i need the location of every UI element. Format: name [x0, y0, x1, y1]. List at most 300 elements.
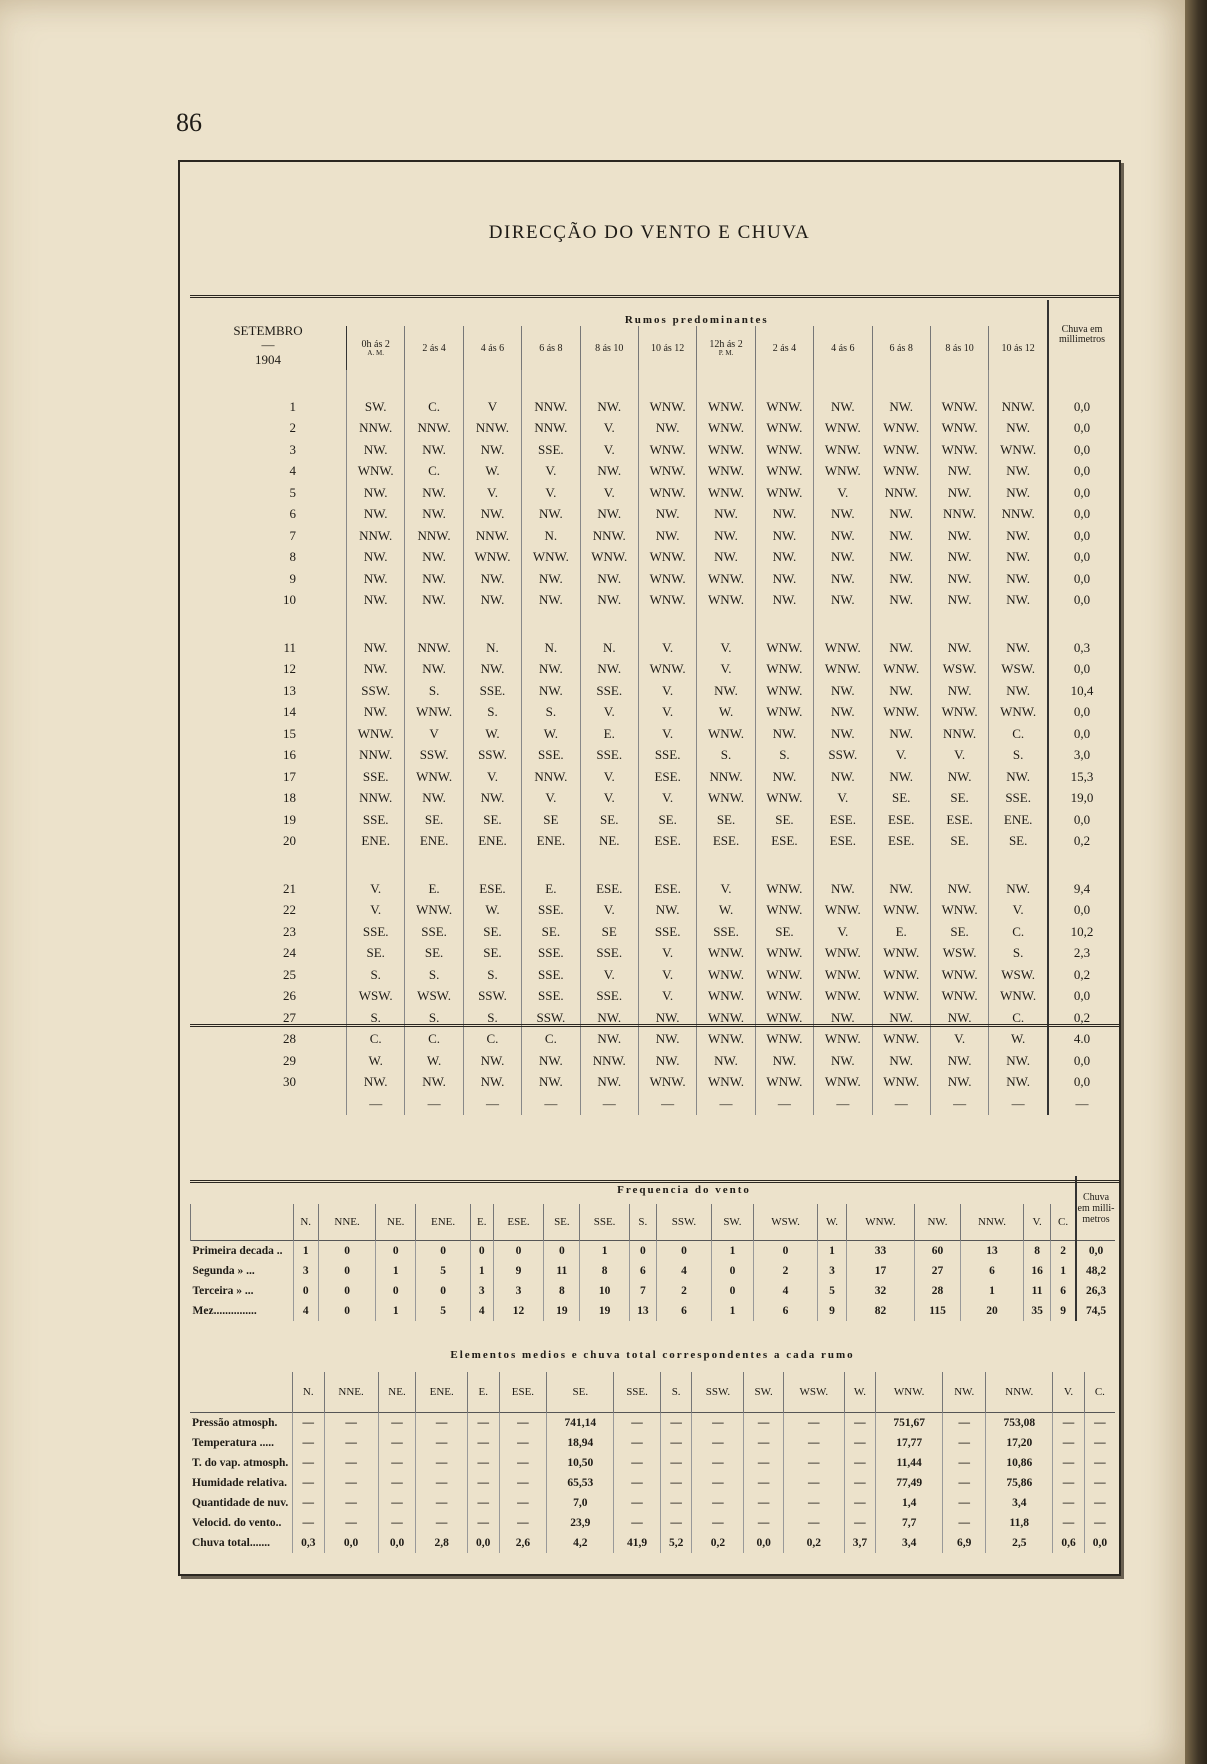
wind-direction-cell: WNW. [814, 986, 872, 1008]
wind-direction-cell: E. [405, 878, 463, 900]
day-number: 27 [283, 1009, 296, 1025]
frequency-cell: 1 [712, 1241, 754, 1262]
day-number: 12 [283, 661, 296, 677]
wind-direction-cell: WNW. [638, 568, 696, 590]
wind-direction-cell: C. [347, 1029, 405, 1051]
element-value-cell: — [293, 1493, 325, 1513]
direction-column-header: ESE. [499, 1372, 547, 1413]
table-row [190, 964, 1115, 986]
wind-direction-cell: S. [347, 964, 405, 986]
element-value-cell: — [416, 1493, 468, 1513]
table-row [190, 396, 1115, 418]
wind-direction-cell: WNW. [872, 943, 930, 965]
wind-direction-cell: NW. [755, 1050, 813, 1072]
element-value-cell: 10,86 [986, 1453, 1053, 1473]
direction-column-header: SW. [744, 1372, 783, 1413]
wind-direction-cell: V. [814, 788, 872, 810]
wind-direction-cell: WNW. [755, 637, 813, 659]
wind-direction-cell: SSW. [463, 745, 521, 767]
frequency-cell: 0 [416, 1281, 471, 1301]
element-value-cell: — [1053, 1453, 1085, 1473]
element-value-cell: — [499, 1433, 547, 1453]
wind-direction-cell: SE [522, 809, 580, 831]
wind-direction-cell: V. [580, 439, 638, 461]
wind-direction-cell: NW. [405, 590, 463, 612]
wind-direction-cell: NW. [989, 525, 1048, 547]
wind-direction-cell: V [463, 396, 521, 418]
direction-column-header: NNW. [986, 1372, 1053, 1413]
frequency-cell: 8 [544, 1281, 580, 1301]
element-value-cell: — [844, 1513, 876, 1533]
wind-direction-cell: WNW. [814, 439, 872, 461]
wind-direction-cell: N. [463, 637, 521, 659]
time-column-header [755, 326, 813, 370]
rain-cell: 10,2 [1048, 921, 1115, 943]
frequency-cell: 82 [846, 1301, 914, 1321]
wind-direction-cell: W. [697, 702, 755, 724]
element-value-cell: — [293, 1413, 325, 1434]
wind-direction-cell: SE. [522, 921, 580, 943]
day-number: 2 [289, 420, 296, 436]
wind-direction-cell: E. [580, 723, 638, 745]
rain-cell: 0,2 [1048, 831, 1115, 853]
frequency-cell: 0 [416, 1241, 471, 1262]
wind-direction-cell: NW. [638, 900, 696, 922]
decade-spacer [190, 370, 1115, 396]
wind-direction-cell: SSE. [347, 809, 405, 831]
element-value-cell: — [1053, 1433, 1085, 1453]
day-number: 17 [283, 768, 296, 784]
wind-direction-cell: WNW. [872, 461, 930, 483]
wind-direction-cell: NW. [872, 680, 930, 702]
element-value-cell: — [943, 1473, 986, 1493]
element-value-cell: 0,2 [783, 1533, 844, 1553]
wind-direction-cell: NW. [347, 659, 405, 681]
wind-direction-cell: NW. [930, 1050, 988, 1072]
wind-direction-cell: WNW. [697, 964, 755, 986]
rain-cell: 0,2 [1048, 1007, 1115, 1029]
wind-direction-cell: NW. [522, 1050, 580, 1072]
wind-frequency-table [190, 1176, 1115, 1321]
table-row [191, 1241, 1116, 1262]
wind-direction-cell: NW. [580, 396, 638, 418]
day-number: 8 [289, 549, 296, 565]
wind-direction-cell: NW. [989, 482, 1048, 504]
wind-direction-cell: NW. [989, 1072, 1048, 1094]
row-label: Humidade relativa. [192, 1477, 287, 1489]
day-number: 26 [283, 988, 296, 1004]
frequency-cell: 3 [493, 1281, 544, 1301]
day-number: 30 [283, 1074, 296, 1090]
wind-direction-cell: WNW. [697, 568, 755, 590]
element-value-cell: — [783, 1413, 844, 1434]
table-row [190, 482, 1115, 504]
element-value-cell: — [293, 1513, 325, 1533]
day-number: 1 [289, 398, 296, 414]
table-row [190, 788, 1115, 810]
wind-direction-cell: NW. [872, 1007, 930, 1029]
table-row [190, 943, 1115, 965]
direction-column-header: NNE. [318, 1204, 375, 1241]
day-number: 18 [283, 790, 296, 806]
wind-direction-cell: SE. [930, 921, 988, 943]
time-period-label: A. M. [367, 348, 384, 357]
frequency-cell: 9 [493, 1261, 544, 1281]
wind-direction-cell: ESE. [580, 878, 638, 900]
rain-cell: 0,0 [1048, 482, 1115, 504]
frequency-cell: 3 [470, 1281, 493, 1301]
wind-direction-cell: WNW. [989, 986, 1048, 1008]
frequency-cell: 8 [1024, 1241, 1051, 1262]
rain-cell: 48,2 [1076, 1261, 1115, 1281]
wind-direction-cell: WNW. [814, 900, 872, 922]
wind-direction-cell: NNW. [930, 723, 988, 745]
frequency-cell: 5 [416, 1261, 471, 1281]
wind-direction-cell: WNW. [697, 461, 755, 483]
wind-direction-cell: NW. [638, 504, 696, 526]
wind-direction-cell: V. [638, 680, 696, 702]
dash-cell: — [1048, 1093, 1115, 1115]
direction-column-header: WNW. [846, 1204, 914, 1241]
direction-column-header: NNW. [960, 1204, 1023, 1241]
time-range-label: 8 ás 10 [945, 342, 974, 354]
element-value-cell: — [378, 1493, 416, 1513]
wind-direction-cell: NW. [930, 482, 988, 504]
elements-header: Elementos medios e chuva total correspondentes a cada rumo [450, 1349, 855, 1361]
time-range-label: 12h ás 2 [709, 338, 743, 350]
wind-direction-cell: NW. [697, 504, 755, 526]
month-header [190, 300, 347, 370]
frequency-cell: 0 [318, 1261, 375, 1281]
wind-direction-cell: NNW. [463, 418, 521, 440]
element-value-cell: — [416, 1473, 468, 1493]
frequency-cell: 0 [318, 1281, 375, 1301]
wind-direction-cell: ENE. [347, 831, 405, 853]
time-range-label: 2 ás 4 [422, 342, 446, 354]
wind-direction-cell: NNW. [522, 418, 580, 440]
direction-column-header: NE. [376, 1204, 416, 1241]
element-value-cell: — [1053, 1493, 1085, 1513]
wind-direction-cell: W. [463, 461, 521, 483]
frequency-cell: 27 [915, 1261, 961, 1281]
wind-direction-cell: ESE. [930, 809, 988, 831]
wind-direction-cell: SSE. [989, 788, 1048, 810]
direction-column-header: SSE. [614, 1372, 661, 1413]
element-value-cell: — [660, 1433, 692, 1453]
table-row [190, 637, 1115, 659]
wind-direction-cell: SSE. [522, 439, 580, 461]
elements-table [190, 1338, 1115, 1553]
rain-cell: 0,0 [1048, 900, 1115, 922]
frequency-cell: 6 [629, 1261, 656, 1281]
rain-cell: 0,0 [1048, 1072, 1115, 1094]
dash-cell: — [814, 1093, 872, 1115]
rain-cell: 0,0 [1048, 525, 1115, 547]
element-value-cell: 0,0 [1084, 1533, 1115, 1553]
table-row [190, 1413, 1115, 1434]
frequency-cell: 35 [1024, 1301, 1051, 1321]
row-label: Quantidade de nuv. [192, 1497, 289, 1509]
wind-direction-cell: NW. [930, 568, 988, 590]
wind-direction-cell: NW. [522, 1072, 580, 1094]
wind-direction-cell: WNW. [755, 461, 813, 483]
wind-direction-cell: WNW. [814, 659, 872, 681]
wind-direction-cell: NW. [522, 568, 580, 590]
wind-direction-cell: SSE. [522, 900, 580, 922]
day-number: 21 [283, 880, 296, 896]
wind-direction-cell: WNW. [697, 1072, 755, 1094]
wind-direction-cell: WNW. [872, 986, 930, 1008]
wind-direction-cell: SSE. [697, 921, 755, 943]
wind-direction-cell: WNW. [755, 964, 813, 986]
table-row [190, 1513, 1115, 1533]
wind-direction-cell: WNW. [872, 1029, 930, 1051]
wind-direction-cell: S. [463, 702, 521, 724]
rain-cell: 0,3 [1048, 637, 1115, 659]
wind-direction-cell: V. [989, 900, 1048, 922]
wind-direction-cell: V. [347, 878, 405, 900]
wind-direction-cell: WNW. [697, 590, 755, 612]
frequency-cell: 0 [753, 1241, 817, 1262]
element-value-cell: — [614, 1473, 661, 1493]
frequency-cell: 19 [580, 1301, 629, 1321]
wind-direction-cell: WNW. [755, 482, 813, 504]
day-number: 15 [283, 725, 296, 741]
element-value-cell: 0,0 [744, 1533, 783, 1553]
time-column-header [522, 326, 580, 370]
wind-direction-cell: W. [522, 723, 580, 745]
wind-direction-cell: NW. [697, 547, 755, 569]
wind-direction-cell: V [405, 723, 463, 745]
wind-direction-cell: NNW. [989, 504, 1048, 526]
element-value-cell: 2,5 [986, 1533, 1053, 1553]
wind-direction-cell: V. [580, 702, 638, 724]
element-value-cell: 0,3 [293, 1533, 325, 1553]
wind-direction-cell: NW. [872, 568, 930, 590]
frequency-cell: 115 [915, 1301, 961, 1321]
wind-direction-cell: SSE. [580, 745, 638, 767]
direction-column-header: E. [470, 1204, 493, 1241]
wind-direction-cell: WSW. [347, 986, 405, 1008]
day-number: 23 [283, 923, 296, 939]
element-value-cell: 0,0 [378, 1533, 416, 1553]
time-range-label: 8 ás 10 [595, 342, 624, 354]
direction-column-header: V. [1053, 1372, 1085, 1413]
direction-column-header: W. [818, 1204, 847, 1241]
frequency-cell: 0 [376, 1281, 416, 1301]
wind-direction-cell: NW. [872, 590, 930, 612]
table-row [190, 702, 1115, 724]
frequency-cell: 13 [960, 1241, 1023, 1262]
wind-direction-cell: NW. [989, 547, 1048, 569]
wind-direction-cell: NW. [814, 590, 872, 612]
element-value-cell: — [499, 1473, 547, 1493]
element-value-cell: 17,77 [876, 1433, 943, 1453]
wind-direction-cell: WNW. [872, 964, 930, 986]
wind-direction-cell: NW. [638, 1029, 696, 1051]
direction-column-header: SSW. [656, 1204, 711, 1241]
wind-direction-cell: NW. [989, 418, 1048, 440]
wind-direction-cell: WNW. [872, 418, 930, 440]
frequency-cell: 19 [544, 1301, 580, 1321]
wind-direction-cell: WNW. [755, 1029, 813, 1051]
rain-cell: 26,3 [1076, 1281, 1115, 1301]
day-number: 22 [283, 902, 296, 918]
direction-column-header: NNE. [324, 1372, 378, 1413]
element-value-cell: — [293, 1433, 325, 1453]
wind-direction-cell: NW. [405, 439, 463, 461]
wind-direction-cell: WNW. [872, 702, 930, 724]
table-row [190, 568, 1115, 590]
table-row [190, 1533, 1115, 1553]
day-number: 11 [283, 639, 296, 655]
direction-column-header: V. [1024, 1204, 1051, 1241]
element-value-cell: — [467, 1513, 499, 1533]
frequency-cell: 5 [416, 1301, 471, 1321]
freq-end-rule [190, 1180, 1119, 1183]
wind-direction-cell: V. [638, 788, 696, 810]
wind-direction-cell: NW. [755, 723, 813, 745]
table-row [190, 745, 1115, 767]
wind-direction-cell: SW. [347, 396, 405, 418]
wind-direction-cell: NW. [463, 1050, 521, 1072]
wind-direction-cell: ESE. [638, 766, 696, 788]
wind-direction-cell: WNW. [697, 723, 755, 745]
frequency-cell: 0 [712, 1281, 754, 1301]
wind-direction-cell: NNW. [522, 396, 580, 418]
wind-direction-cell: NW. [522, 590, 580, 612]
wind-direction-cell: WNW. [697, 1007, 755, 1029]
table-row [190, 1072, 1115, 1094]
element-value-cell: 23,9 [547, 1513, 614, 1533]
wind-direction-cell: WNW. [989, 702, 1048, 724]
rain-cell: 0,0 [1048, 590, 1115, 612]
time-column-header [463, 326, 521, 370]
wind-direction-cell: NNW. [580, 525, 638, 547]
wind-direction-cell: WNW. [697, 418, 755, 440]
table-row [190, 659, 1115, 681]
day-number: 19 [283, 811, 296, 827]
wind-direction-cell: V. [522, 482, 580, 504]
wind-direction-cell: N. [522, 525, 580, 547]
wind-direction-cell: SSE. [522, 943, 580, 965]
rain-cell: 3,0 [1048, 745, 1115, 767]
wind-direction-cell: WNW. [755, 943, 813, 965]
wind-direction-cell: NW. [638, 1007, 696, 1029]
wind-direction-cell: NW. [580, 1029, 638, 1051]
frequency-cell: 60 [915, 1241, 961, 1262]
element-value-cell: — [293, 1473, 325, 1493]
element-value-cell: — [614, 1453, 661, 1473]
wind-direction-cell: NNW. [463, 525, 521, 547]
wind-direction-cell: SE. [405, 943, 463, 965]
wind-direction-cell: W. [697, 900, 755, 922]
day-number: 28 [283, 1031, 296, 1047]
day-number: 10 [283, 592, 296, 608]
wind-direction-cell: NW. [347, 482, 405, 504]
wind-direction-cell: NW. [814, 680, 872, 702]
element-value-cell: 3,4 [986, 1493, 1053, 1513]
wind-direction-cell: SSW. [405, 745, 463, 767]
wind-direction-cell: NW. [522, 659, 580, 681]
wind-direction-cell: ESE. [638, 878, 696, 900]
direction-column-header: N. [293, 1372, 325, 1413]
frequency-cell: 3 [818, 1261, 847, 1281]
wind-direction-cell: NNW. [405, 418, 463, 440]
wind-direction-cell: ESE. [755, 831, 813, 853]
time-range-label: 10 ás 12 [650, 342, 685, 354]
rain-header: Chuva em millimetros [1048, 300, 1115, 370]
direction-column-header: N. [293, 1204, 318, 1241]
wind-direction-cell: WNW. [638, 590, 696, 612]
day-number: 16 [283, 747, 296, 763]
table-row [191, 1281, 1116, 1301]
element-value-cell: 4,2 [547, 1533, 614, 1553]
rain-cell: 19,0 [1048, 788, 1115, 810]
wind-direction-cell: NW. [405, 504, 463, 526]
dash-cell: — [872, 1093, 930, 1115]
table-row [190, 590, 1115, 612]
wind-direction-cell: V. [463, 766, 521, 788]
rain-cell: 0,0 [1048, 461, 1115, 483]
wind-direction-cell: WSW. [989, 659, 1048, 681]
wind-direction-cell: WNW. [638, 396, 696, 418]
wind-direction-cell: NNW. [347, 745, 405, 767]
wind-direction-cell: V. [522, 461, 580, 483]
month-label: SETEMBRO [233, 323, 303, 338]
time-column-header [930, 326, 988, 370]
element-value-cell: — [783, 1453, 844, 1473]
element-value-cell: — [499, 1453, 547, 1473]
wind-direction-cell: WNW. [930, 986, 988, 1008]
wind-direction-cell: SE. [347, 943, 405, 965]
wind-direction-cell: NW. [697, 1050, 755, 1072]
rain-cell: 10,4 [1048, 680, 1115, 702]
table-row [190, 1473, 1115, 1493]
element-value-cell: 0,6 [1053, 1533, 1085, 1553]
frequency-cell: 1 [470, 1261, 493, 1281]
wind-direction-cell: SE. [405, 809, 463, 831]
frequency-header: Frequencia do vento [617, 1184, 751, 1196]
wind-direction-cell: WNW. [755, 986, 813, 1008]
frequency-cell: 0 [318, 1241, 375, 1262]
element-value-cell: — [1084, 1493, 1115, 1513]
time-range-label: 6 ás 8 [539, 342, 563, 354]
wind-direction-cell: SSE. [347, 766, 405, 788]
table-row [190, 525, 1115, 547]
element-value-cell: — [378, 1473, 416, 1493]
wind-direction-cell: WNW. [989, 439, 1048, 461]
wind-direction-cell: NW. [755, 568, 813, 590]
frequency-cell: 1 [1051, 1261, 1076, 1281]
element-value-cell: 18,94 [547, 1433, 614, 1453]
wind-direction-cell: WNW. [814, 1072, 872, 1094]
wind-direction-cell: SE. [638, 809, 696, 831]
frequency-cell: 0 [470, 1241, 493, 1262]
wind-direction-cell: NW. [522, 504, 580, 526]
wind-direction-cell: NW. [755, 590, 813, 612]
wind-direction-cell: WNW. [755, 396, 813, 418]
rain-cell: 15,3 [1048, 766, 1115, 788]
wind-direction-cell: C. [405, 396, 463, 418]
wind-direction-cell: NW. [872, 878, 930, 900]
direction-column-header: WNW. [876, 1372, 943, 1413]
rain-cell: 0,0 [1076, 1241, 1115, 1262]
element-value-cell: — [943, 1513, 986, 1533]
wind-direction-cell: C. [989, 723, 1048, 745]
row-label: Segunda » ... [192, 1265, 255, 1277]
table-row [190, 766, 1115, 788]
